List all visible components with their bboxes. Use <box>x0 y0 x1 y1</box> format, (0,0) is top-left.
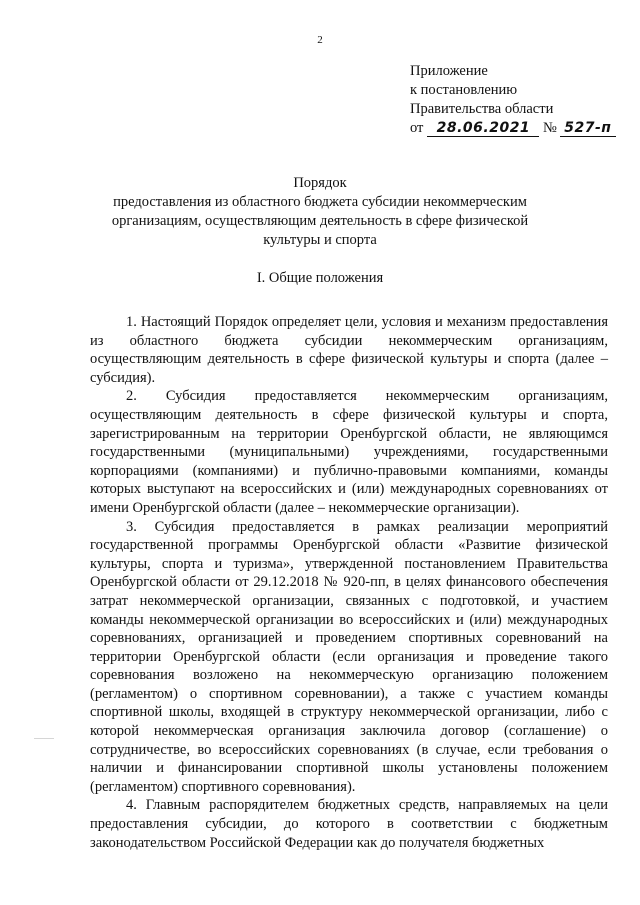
margin-scan-mark <box>34 738 54 743</box>
handwritten-date: 28.06.2021 <box>427 121 539 137</box>
paragraph-2: 2. Субсидия предоставляется некоммерческим организациям, осуществляющим деятельность в сфере физической культуры и спорта, зарегистрированным на территории Оренбургской области, не являющимся государственными (муниципальными) учреждениями, государственными корпорациями (компаниями) и публично-правовыми компаниями, команды которых выступают на всероссийских и (или) международных соревнованиях от имени Оренбургской области (далее – некоммерческие организации). <box>90 388 608 516</box>
paragraph-3: 3. Субсидия предоставляется в рамках реализации мероприятий государственной программы Оренбургской области «Развитие физической культуры, спорта и туризма», утвержденной постановлением Правительства Оренбургской области от 29.12.2018 № 920-пп, в целях финансового обеспечения затрат некоммерческой организации, связанных с подготовкой, и участием команды некоммерческой организации во всероссийских и (или) международных соревнованиях, организацией и проведением спортивных соревнований на территории Оренбургской области (если организация и проведение такого соревнования возложено на некоммерческую организацию положением (регламентом) о спортивном соревновании), а также с участием команды спортивной школы, входящей в структуру некоммерческой организации, либо с которой некоммерческая организация заключила договор (соглашение) о сотрудничестве, во всероссийских соревнованиях (в случае, если требования о наличии и финансировании спортивной школы установлены положением (регламентом) спортивного соревнования). <box>90 518 608 795</box>
number-label: № <box>543 120 557 136</box>
title-line-1: Порядок <box>293 175 347 191</box>
annex-block <box>410 62 616 138</box>
paragraph-4: 4. Главным распорядителем бюджетных средств, направляемых на цели предоставления субсидии, до которого в соответствии с бюджетным законодательством Российской Федерации как до получателя бюджетных <box>90 797 608 851</box>
handwritten-number: 527-п <box>560 121 616 137</box>
document-title <box>90 174 550 250</box>
title-line-2: предоставления из областного бюджета субсидии некоммерческим организациям, осуществляющим деятельность в сфере физической культуры и спорта <box>111 194 529 248</box>
section-heading: I. Общие положения <box>256 270 384 286</box>
paragraph-1: 1. Настоящий Порядок определяет цели, условия и механизм предоставления из областного бюджета субсидии некоммерческим организациям, осуществляющим деятельность в сфере физической культуры и спорта (далее – субсидия). <box>90 314 608 386</box>
document-body <box>90 313 608 852</box>
from-label: от <box>410 120 424 136</box>
annex-line-2: к постановлению <box>410 82 518 98</box>
annex-line-3: Правительства области <box>410 101 554 117</box>
annex-line-1: Приложение <box>410 63 488 79</box>
annex-date-number-line <box>410 119 616 138</box>
page-number: 2 <box>317 34 323 46</box>
